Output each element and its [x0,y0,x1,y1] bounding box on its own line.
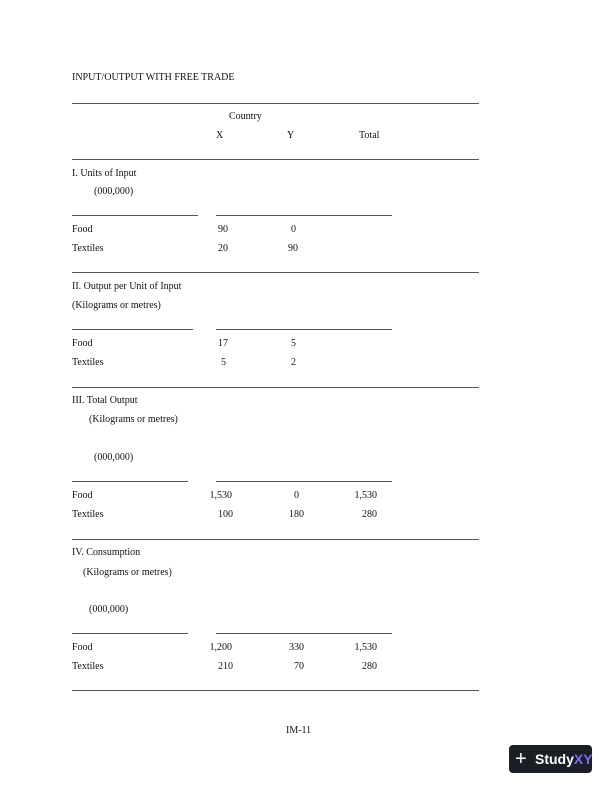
cell-x: 1,530 [209,490,232,501]
row-label: Food [72,224,93,235]
cell-y: 90 [288,243,298,254]
divider [72,690,479,691]
section-heading: II. Output per Unit of Input [72,281,182,292]
short-rule [72,329,193,330]
cell-y: 2 [291,357,296,368]
section-heading: IV. Consumption [72,547,141,558]
row-label: Textiles [72,357,104,368]
cell-x: 5 [221,357,226,368]
badge-label: StudyXY [535,751,593,767]
row-label: Food [72,642,93,653]
divider [72,159,479,160]
row-label: Food [72,490,93,501]
section-units: (Kilograms or metres) [89,414,178,425]
cell-total: 280 [362,509,377,520]
cell-x: 100 [218,509,233,520]
column-total-header: Total [359,130,380,141]
section-units: (000,000) [94,186,134,197]
plus-icon: + [515,748,527,770]
section-units: (Kilograms or metres) [83,567,172,578]
page-title: INPUT/OUTPUT WITH FREE TRADE [72,72,235,83]
cell-y: 0 [294,490,299,501]
section-scale: (000,000) [89,604,129,615]
cell-total: 1,530 [354,490,377,501]
row-label: Textiles [72,509,104,520]
section-heading: I. Units of Input [72,168,137,179]
short-rule [216,633,392,634]
row-label: Textiles [72,661,104,672]
cell-x: 1,200 [209,642,232,653]
divider [72,103,479,104]
short-rule [216,215,392,216]
short-rule [216,329,392,330]
column-x-header: X [216,130,224,141]
divider [72,539,479,540]
page-number: IM-11 [286,725,312,736]
cell-x: 210 [218,661,233,672]
section-scale: (000,000) [94,452,134,463]
section-units: (Kilograms or metres) [72,300,161,311]
row-label: Textiles [72,243,104,254]
cell-y: 180 [289,509,304,520]
cell-x: 17 [218,338,228,349]
short-rule [72,633,188,634]
section-heading: III. Total Output [72,395,138,406]
short-rule [216,481,392,482]
cell-total: 280 [362,661,377,672]
divider [72,387,479,388]
studyxy-badge[interactable] [509,745,592,773]
cell-x: 90 [218,224,228,235]
cell-total: 1,530 [354,642,377,653]
short-rule [72,215,198,216]
short-rule [72,481,188,482]
cell-y: 0 [291,224,296,235]
cell-x: 20 [218,243,228,254]
country-header: Country [229,111,262,122]
cell-y: 330 [289,642,304,653]
column-y-header: Y [287,130,295,141]
cell-y: 5 [291,338,296,349]
divider [72,272,479,273]
cell-y: 70 [294,661,304,672]
row-label: Food [72,338,93,349]
